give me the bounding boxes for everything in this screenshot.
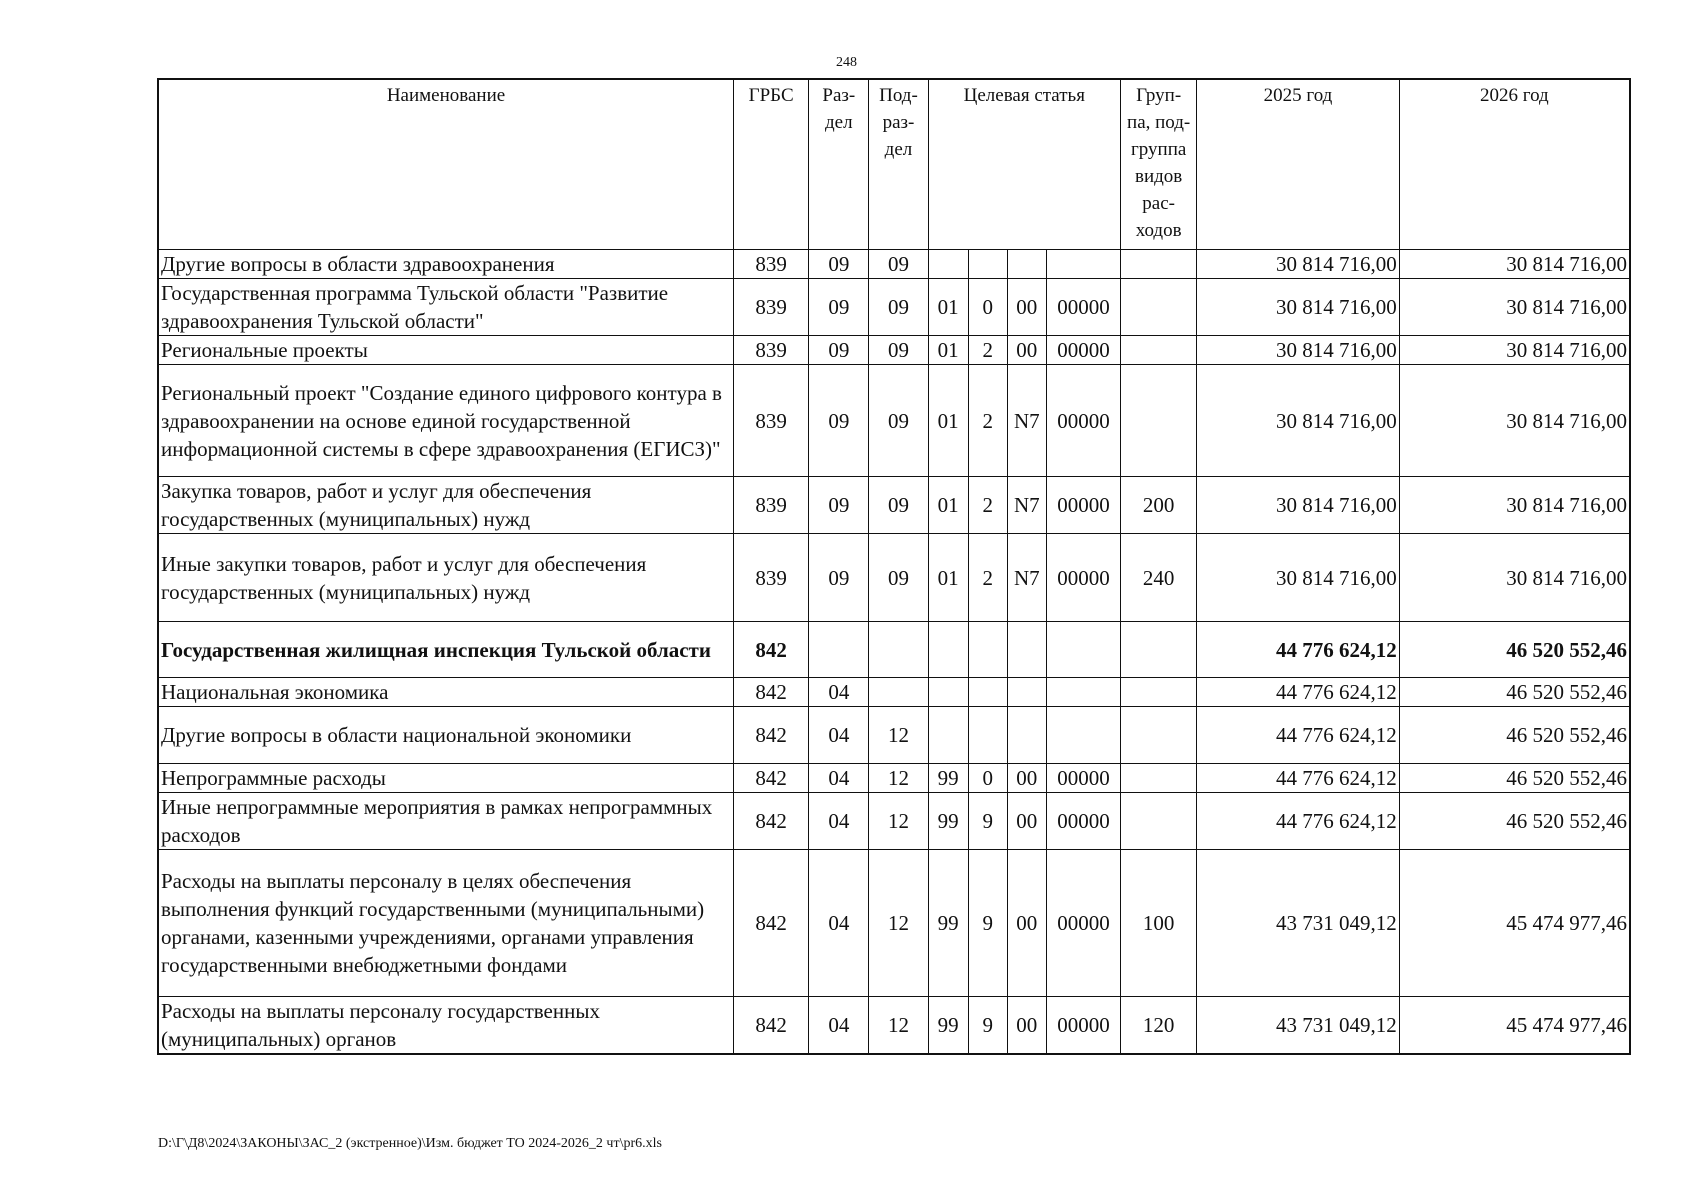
amount-2026-cell: 30 814 716,00 <box>1399 250 1630 279</box>
target-program-cell: 99 <box>928 850 968 997</box>
table-row <box>158 678 1630 707</box>
expense-group-cell <box>1121 279 1197 336</box>
grbs-cell: 842 <box>734 850 809 997</box>
row-name-cell: Национальная экономика <box>158 678 734 707</box>
target-direction-cell <box>1007 622 1046 678</box>
podrazdel-cell: 12 <box>869 793 928 850</box>
table-row <box>158 793 1630 850</box>
row-name-cell: Расходы на выплаты персоналу государственных (муниципальных) органов <box>158 997 734 1055</box>
row-name-cell: Государственная программа Тульской области "Развитие здравоохранения Тульской области" <box>158 279 734 336</box>
target-direction-cell: 00 <box>1007 336 1046 365</box>
grbs-cell: 842 <box>734 678 809 707</box>
razdel-cell: 09 <box>809 336 869 365</box>
target-program-cell <box>928 707 968 764</box>
amount-2025-cell: 43 731 049,12 <box>1197 850 1400 997</box>
podrazdel-cell: 09 <box>869 534 928 622</box>
row-name-cell: Региональный проект "Создание единого цифрового контура в здравоохранении на основе единой государственной информационной системы в сфере здравоохранения (ЕГИСЗ)" <box>158 365 734 477</box>
amount-2026-cell: 30 814 716,00 <box>1399 336 1630 365</box>
amount-2026-cell: 30 814 716,00 <box>1399 534 1630 622</box>
grbs-cell: 839 <box>734 365 809 477</box>
target-subprogram-cell: 2 <box>968 365 1007 477</box>
target-code-cell <box>1046 250 1120 279</box>
razdel-cell: 04 <box>809 707 869 764</box>
expense-group-cell: 200 <box>1121 477 1197 534</box>
table-row <box>158 622 1630 678</box>
amount-2025-cell: 44 776 624,12 <box>1197 707 1400 764</box>
razdel-cell: 04 <box>809 997 869 1055</box>
target-code-cell: 00000 <box>1046 534 1120 622</box>
table-row <box>158 534 1630 622</box>
amount-2026-cell: 46 520 552,46 <box>1399 707 1630 764</box>
header-expense-group: Груп- па, под- группа видов рас- ходов <box>1121 79 1197 250</box>
razdel-cell <box>809 622 869 678</box>
target-subprogram-cell <box>968 678 1007 707</box>
header-razdel: Раз- дел <box>809 79 869 250</box>
target-program-cell: 99 <box>928 764 968 793</box>
target-subprogram-cell <box>968 707 1007 764</box>
row-name-cell: Другие вопросы в области здравоохранения <box>158 250 734 279</box>
grbs-cell: 839 <box>734 336 809 365</box>
table-row <box>158 997 1630 1055</box>
target-subprogram-cell: 0 <box>968 764 1007 793</box>
target-program-cell: 01 <box>928 365 968 477</box>
expense-group-cell <box>1121 250 1197 279</box>
razdel-cell: 04 <box>809 678 869 707</box>
row-name-cell: Другие вопросы в области национальной экономики <box>158 707 734 764</box>
target-subprogram-cell: 0 <box>968 279 1007 336</box>
header-name: Наименование <box>158 79 734 250</box>
razdel-cell: 09 <box>809 279 869 336</box>
grbs-cell: 839 <box>734 477 809 534</box>
amount-2026-cell: 46 520 552,46 <box>1399 622 1630 678</box>
target-direction-cell: 00 <box>1007 997 1046 1055</box>
grbs-cell: 842 <box>734 707 809 764</box>
amount-2026-cell: 30 814 716,00 <box>1399 279 1630 336</box>
target-program-cell: 01 <box>928 279 968 336</box>
amount-2026-cell: 46 520 552,46 <box>1399 764 1630 793</box>
podrazdel-cell: 12 <box>869 850 928 997</box>
table-row <box>158 279 1630 336</box>
table-row <box>158 764 1630 793</box>
expense-group-cell <box>1121 336 1197 365</box>
podrazdel-cell: 09 <box>869 365 928 477</box>
amount-2026-cell: 46 520 552,46 <box>1399 793 1630 850</box>
target-direction-cell: N7 <box>1007 477 1046 534</box>
table-row <box>158 477 1630 534</box>
podrazdel-cell <box>869 678 928 707</box>
target-direction-cell <box>1007 250 1046 279</box>
row-name-cell: Государственная жилищная инспекция Тульской области <box>158 622 734 678</box>
target-subprogram-cell: 9 <box>968 997 1007 1055</box>
table-row <box>158 336 1630 365</box>
table-row <box>158 850 1630 997</box>
podrazdel-cell: 09 <box>869 477 928 534</box>
page-number: 248 <box>836 55 857 70</box>
table-body <box>158 250 1630 1055</box>
target-direction-cell <box>1007 707 1046 764</box>
target-direction-cell: N7 <box>1007 365 1046 477</box>
amount-2025-cell: 30 814 716,00 <box>1197 279 1400 336</box>
razdel-cell: 09 <box>809 477 869 534</box>
expense-group-cell: 120 <box>1121 997 1197 1055</box>
file-path-footer: D:\Г\Д8\2024\ЗАКОНЫ\ЗАС_2 (экстренное)\Изм. бюджет ТО 2024-2026_2 чт\pr6.xls <box>158 1136 662 1151</box>
target-direction-cell: 00 <box>1007 764 1046 793</box>
expense-group-cell <box>1121 764 1197 793</box>
grbs-cell: 842 <box>734 793 809 850</box>
amount-2025-cell: 43 731 049,12 <box>1197 997 1400 1055</box>
header-target-article: Целевая статья <box>928 79 1121 250</box>
target-subprogram-cell: 2 <box>968 336 1007 365</box>
target-program-cell: 99 <box>928 997 968 1055</box>
podrazdel-cell: 12 <box>869 764 928 793</box>
amount-2025-cell: 30 814 716,00 <box>1197 250 1400 279</box>
expense-group-cell <box>1121 622 1197 678</box>
expense-group-cell: 240 <box>1121 534 1197 622</box>
target-direction-cell: 00 <box>1007 279 1046 336</box>
target-program-cell <box>928 250 968 279</box>
razdel-cell: 04 <box>809 793 869 850</box>
table-row <box>158 707 1630 764</box>
razdel-cell: 09 <box>809 250 869 279</box>
target-program-cell: 01 <box>928 477 968 534</box>
amount-2025-cell: 30 814 716,00 <box>1197 336 1400 365</box>
expense-group-cell <box>1121 365 1197 477</box>
expense-group-cell: 100 <box>1121 850 1197 997</box>
target-program-cell: 01 <box>928 534 968 622</box>
target-direction-cell: 00 <box>1007 850 1046 997</box>
target-code-cell: 00000 <box>1046 764 1120 793</box>
amount-2025-cell: 30 814 716,00 <box>1197 534 1400 622</box>
target-subprogram-cell: 9 <box>968 793 1007 850</box>
amount-2025-cell: 44 776 624,12 <box>1197 764 1400 793</box>
header-grbs: ГРБС <box>734 79 809 250</box>
header-2026: 2026 год <box>1399 79 1630 250</box>
row-name-cell: Закупка товаров, работ и услуг для обеспечения государственных (муниципальных) нужд <box>158 477 734 534</box>
podrazdel-cell <box>869 622 928 678</box>
expense-group-cell <box>1121 707 1197 764</box>
row-name-cell: Иные закупки товаров, работ и услуг для обеспечения государственных (муниципальных) нужд <box>158 534 734 622</box>
grbs-cell: 842 <box>734 764 809 793</box>
target-direction-cell: N7 <box>1007 534 1046 622</box>
podrazdel-cell: 09 <box>869 336 928 365</box>
target-program-cell: 99 <box>928 793 968 850</box>
amount-2025-cell: 44 776 624,12 <box>1197 678 1400 707</box>
amount-2025-cell: 44 776 624,12 <box>1197 793 1400 850</box>
target-program-cell <box>928 678 968 707</box>
target-program-cell: 01 <box>928 336 968 365</box>
target-code-cell: 00000 <box>1046 477 1120 534</box>
podrazdel-cell: 12 <box>869 707 928 764</box>
amount-2025-cell: 30 814 716,00 <box>1197 477 1400 534</box>
header-podrazdel: Под- раз- дел <box>869 79 928 250</box>
row-name-cell: Расходы на выплаты персоналу в целях обеспечения выполнения функций государственными (муниципальными) органами, казенными учреждениями, органами управления государственными внебюджетными фондами <box>158 850 734 997</box>
target-code-cell: 00000 <box>1046 793 1120 850</box>
table-row <box>158 250 1630 279</box>
target-subprogram-cell: 2 <box>968 534 1007 622</box>
target-code-cell <box>1046 707 1120 764</box>
grbs-cell: 839 <box>734 534 809 622</box>
target-subprogram-cell: 2 <box>968 477 1007 534</box>
amount-2025-cell: 44 776 624,12 <box>1197 622 1400 678</box>
razdel-cell: 09 <box>809 534 869 622</box>
amount-2026-cell: 30 814 716,00 <box>1399 477 1630 534</box>
budget-table <box>157 78 1631 1055</box>
razdel-cell: 09 <box>809 365 869 477</box>
expense-group-cell <box>1121 678 1197 707</box>
podrazdel-cell: 09 <box>869 250 928 279</box>
target-subprogram-cell: 9 <box>968 850 1007 997</box>
amount-2026-cell: 45 474 977,46 <box>1399 997 1630 1055</box>
razdel-cell: 04 <box>809 850 869 997</box>
podrazdel-cell: 09 <box>869 279 928 336</box>
target-subprogram-cell <box>968 622 1007 678</box>
target-direction-cell: 00 <box>1007 793 1046 850</box>
row-name-cell: Непрограммные расходы <box>158 764 734 793</box>
target-subprogram-cell <box>968 250 1007 279</box>
expense-group-cell <box>1121 793 1197 850</box>
podrazdel-cell: 12 <box>869 997 928 1055</box>
target-code-cell <box>1046 622 1120 678</box>
amount-2025-cell: 30 814 716,00 <box>1197 365 1400 477</box>
grbs-cell: 842 <box>734 997 809 1055</box>
grbs-cell: 839 <box>734 250 809 279</box>
row-name-cell: Иные непрограммные мероприятия в рамках непрограммных расходов <box>158 793 734 850</box>
target-code-cell: 00000 <box>1046 336 1120 365</box>
target-code-cell: 00000 <box>1046 365 1120 477</box>
row-name-cell: Региональные проекты <box>158 336 734 365</box>
table-header-row <box>158 79 1630 250</box>
target-direction-cell <box>1007 678 1046 707</box>
grbs-cell: 842 <box>734 622 809 678</box>
target-code-cell: 00000 <box>1046 997 1120 1055</box>
table-row <box>158 365 1630 477</box>
amount-2026-cell: 46 520 552,46 <box>1399 678 1630 707</box>
grbs-cell: 839 <box>734 279 809 336</box>
amount-2026-cell: 45 474 977,46 <box>1399 850 1630 997</box>
header-2025: 2025 год <box>1197 79 1400 250</box>
target-code-cell: 00000 <box>1046 279 1120 336</box>
target-program-cell <box>928 622 968 678</box>
target-code-cell: 00000 <box>1046 850 1120 997</box>
razdel-cell: 04 <box>809 764 869 793</box>
amount-2026-cell: 30 814 716,00 <box>1399 365 1630 477</box>
target-code-cell <box>1046 678 1120 707</box>
